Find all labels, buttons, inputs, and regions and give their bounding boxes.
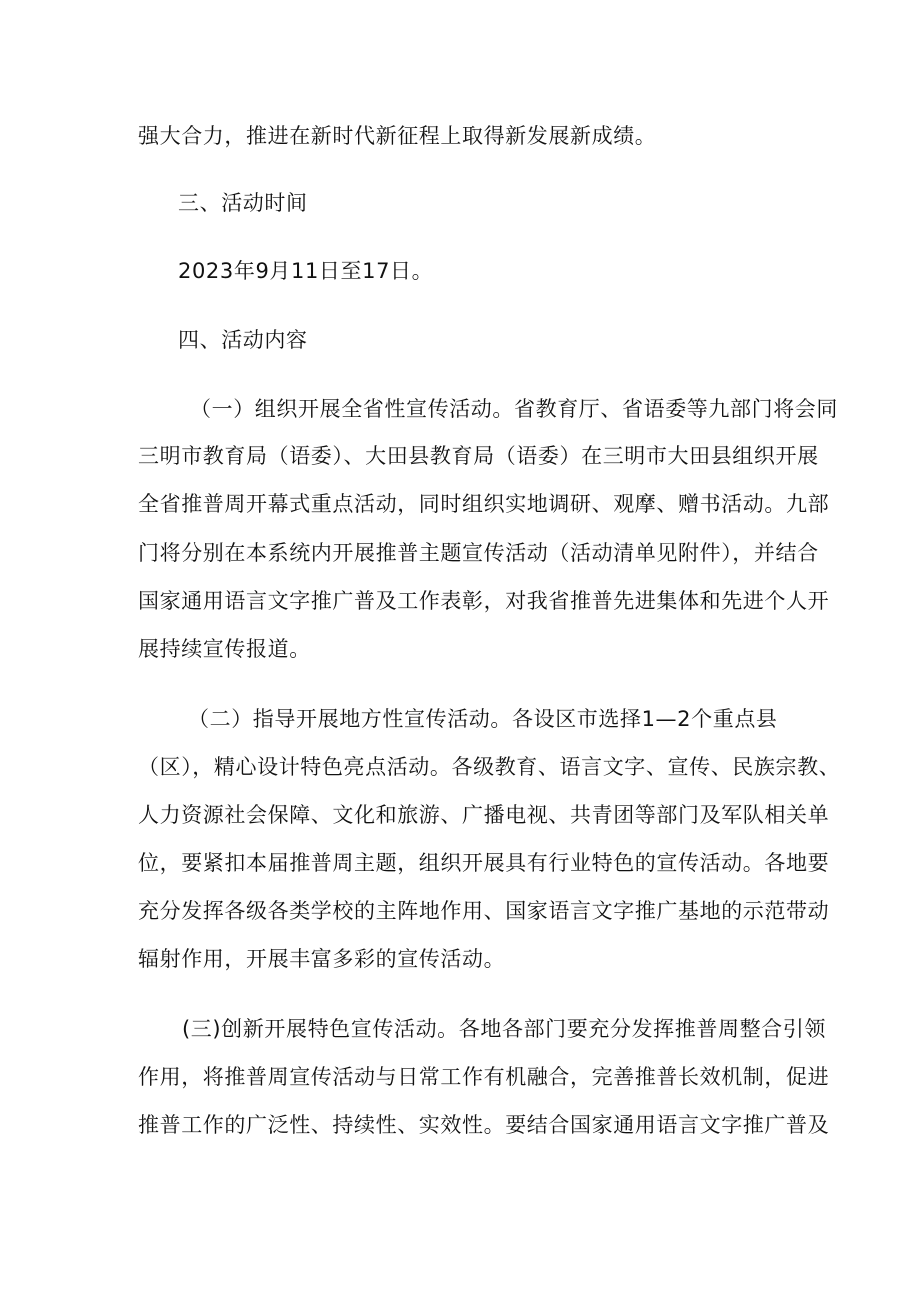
- para2-line-2: （区），精心设计特色亮点活动。各级教育、语言文字、宣传、民族宗教、: [138, 755, 841, 779]
- para2-line-3: 人力资源社会保障、文化和旅游、广播电视、共青团等部门及军队相关单: [138, 803, 830, 827]
- section-3-heading: 三、活动时间: [178, 191, 308, 215]
- para3-line-3: 推普工作的广泛性、持续性、实效性。要结合国家通用语言文字推广普及: [138, 1113, 830, 1137]
- section-4-heading: 四、活动内容: [178, 328, 308, 352]
- para2-line-6: 辐射作用，开展丰富多彩的宣传活动。: [138, 947, 506, 971]
- para3-line-2: 作用，将推普周宣传活动与日常工作有机融合，完善推普长效机制，促进: [138, 1065, 830, 1089]
- para1-line-1: （一）组织开展全省性宣传活动。省教育厅、省语委等九部门将会同: [190, 397, 838, 421]
- para1-line-5: 国家通用语言文字推广普及工作表彰，对我省推普先进集体和先进个人开: [138, 589, 830, 613]
- section-3-date: 2023年9月11日至17日。: [178, 259, 434, 283]
- para2-line-4: 位，要紧扣本届推普周主题，组织开展具有行业特色的宣传活动。各地要: [138, 851, 830, 875]
- intro-tail-line: 强大合力，推进在新时代新征程上取得新发展新成绩。: [138, 124, 657, 148]
- para1-line-3: 全省推普周开幕式重点活动，同时组织实地调研、观摩、赠书活动。九部: [138, 492, 830, 516]
- para1-line-2: 三明市教育局（语委）、大田县教育局（语委）在三明市大田县组织开展: [138, 444, 819, 468]
- para1-line-4: 门将分别在本系统内开展推普主题宣传活动（活动清单见附件），并结合: [138, 541, 819, 565]
- para2-line-5: 充分发挥各级各类学校的主阵地作用、国家语言文字推广基地的示范带动: [138, 899, 830, 923]
- para2-line-1: （二）指导开展地方性宣传活动。各设区市选择1—2个重点县: [188, 707, 778, 731]
- para3-line-1: (三)创新开展特色宣传活动。各地各部门要充分发挥推普周整合引领: [182, 1017, 826, 1041]
- para1-line-6: 展持续宣传报道。: [138, 637, 311, 661]
